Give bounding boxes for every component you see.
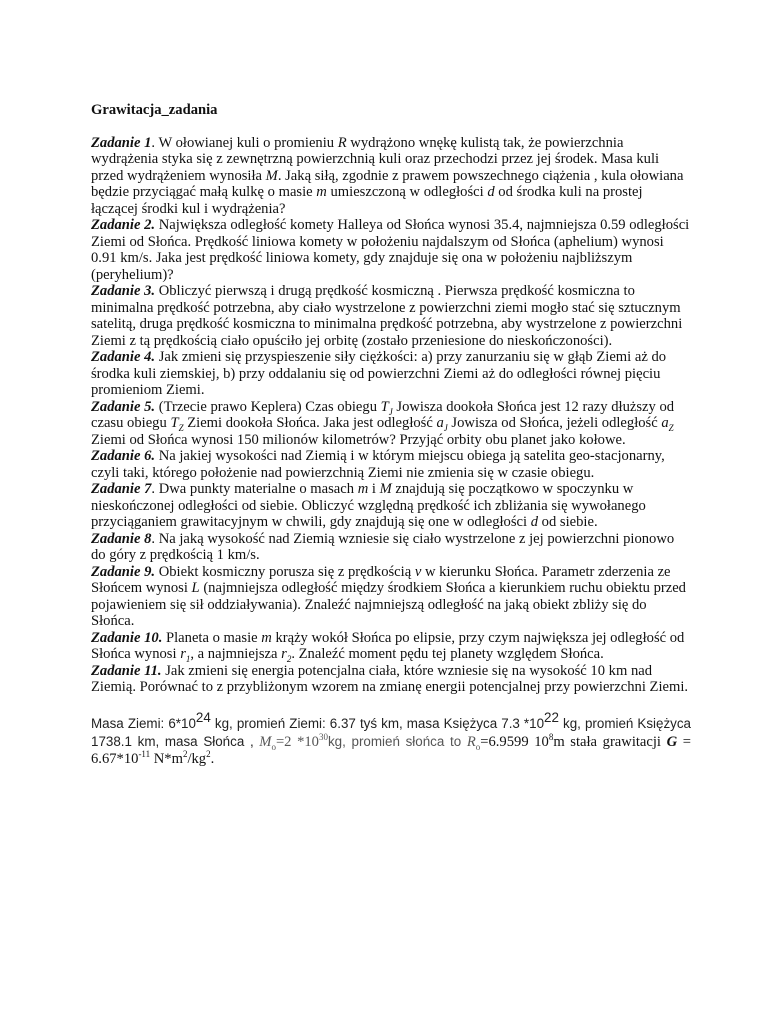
constants-text: N*m (150, 750, 183, 767)
subscript: 1 (185, 653, 191, 664)
task-label: Zadanie 6. (91, 448, 156, 464)
symbol: m (357, 481, 369, 497)
task-text: . Na jaką wysokość nad Ziemią wzniesie się ciało wystrzelone z jej powierzchni pionowo do góry z prędkością 1 km/s. (91, 530, 675, 563)
task-text: wydrążono wnękę kulistą tak, że powierzchnia wydrążenia styka się z zewnętrzną powierzchnią kuli oraz przechodzi przez jej środek. Masa kuli przed wydrążeniem wynosiła (91, 134, 660, 184)
task-text: Planeta o masie (162, 629, 262, 646)
task-2 (91, 217, 691, 283)
constants-text: kg, promień Księżyca 1738.1 km, masa Słońca , (91, 715, 691, 749)
superscript: 8 (548, 731, 554, 742)
constants-text: Masa Ziemi: 6*10 (91, 715, 196, 731)
task-9 (91, 564, 691, 630)
task-text: umieszczoną w odległości (326, 184, 488, 200)
symbol: d (530, 514, 539, 530)
task-11 (91, 663, 691, 696)
symbol: T (170, 415, 179, 431)
task-text: krąży wokół Słońca po elipsie, przy czym największa jej odległość od Słońca wynosi (91, 629, 685, 662)
task-label: Zadanie 1 (91, 134, 152, 151)
task-10 (91, 630, 691, 663)
task-text: . Znaleźć moment pędu tej planety względem Słońca. (291, 646, 604, 662)
symbol: M (379, 481, 392, 497)
task-text: Jowisza dookoła Słońca jest 12 razy dłuższy od czasu obiegu (91, 398, 675, 431)
task-text: Obiekt kosmiczny porusza się z prędkością (155, 563, 415, 580)
constants-text: kg, promień słońca to (327, 733, 467, 749)
task-text: w kierunku Słońca. Parametr zderzenia ze Słońcem wynosi (91, 563, 671, 596)
task-text: Jowisza od Słońca, jeżeli odległość (447, 415, 662, 431)
superscript: -11 (138, 748, 151, 759)
symbol: T (380, 398, 389, 415)
document-title: Grawitacja_zadania (91, 102, 218, 118)
symbol: a (436, 415, 444, 431)
subscript: o (475, 741, 481, 752)
symbol: a (661, 415, 669, 431)
constants-text: =2 *10 (275, 733, 319, 750)
symbol: m (316, 184, 327, 200)
symbol: r (180, 646, 186, 662)
symbol: M (253, 733, 272, 750)
constants-paragraph (91, 709, 691, 768)
task-label: Zadanie 8 (91, 530, 152, 547)
symbol: R (337, 134, 347, 151)
task-text: . W ołowianej kuli o promieniu (151, 134, 338, 151)
task-text: Obliczyć pierwszą i drugą prędkość kosmiczną . Pierwsza prędkość kosmiczna to minimalna prędkość potrzebna, aby ciało wystrzelone z powierzchni ziemi mogło stać się sztucznym satelitą, druga prędkość kosmiczna to minimalna prędkość potrzebna, aby wystrzelone z powierzchni Ziemi z tą prędkością ciało opuściło jej orbitę (zostało przeniesione do nieskończoności). (91, 283, 683, 349)
task-text: . Jaką siłą, zgodnie z prawem powszechnego ciążenia , kula ołowiana będzie przyciągać małą kulkę o masie (91, 167, 684, 200)
task-text: (najmniejsza odległość między środkiem Słońca a kierunkiem ruchu obiektu przed pojawieniem się sił oddziaływania). Znaleźć najmniejszą odległość na jaką obiekt zbliży się do Słońca. (91, 580, 686, 629)
symbol: d (487, 184, 495, 200)
superscript: 2 (206, 748, 211, 759)
task-text: znajdują się początkowo w spoczynku w nieskończonej odległości od siebie. Obliczyć względną prędkość ich zbliżania się wywołanego przyciąganiem grawitacyjnym w chwili, gdy znajdują się one w odległości (91, 481, 646, 530)
superscript: 24 (195, 709, 211, 725)
symbol: r (281, 646, 287, 662)
superscript: 2 (182, 748, 188, 759)
symbol: R (466, 733, 476, 750)
constants-text: m stała grawitacji (553, 733, 667, 750)
subscript: o (271, 741, 276, 752)
task-text: od siebie. (538, 514, 598, 530)
superscript: 22 (544, 709, 559, 725)
subscript: Z (668, 422, 674, 433)
task-label: Zadanie 2. (91, 217, 156, 233)
task-1 (91, 135, 691, 218)
task-4 (91, 349, 691, 399)
subscript: J (388, 406, 393, 417)
task-label: Zadanie 3. (91, 283, 156, 299)
task-label: Zadanie 7 (91, 481, 152, 497)
task-3 (91, 283, 691, 349)
symbol: L (191, 580, 200, 596)
task-text: Na jakiej wysokości nad Ziemią i w którym miejscu obiega ją satelita geo-stacjonarny, czyli taki, którego położenie nad powierzchnią Ziemi nie zmienia się w czasie obiegu. (91, 448, 665, 481)
task-text: Jak zmieni się energia potencjalna ciała, które wzniesie się na wysokość 10 km nad Ziemią. Porównać to z przybliżonym wzorem na zmianę energii potencjalnej przy powierzchni Ziemi. (91, 662, 689, 695)
document-body (91, 102, 691, 782)
constants-text: /kg (187, 750, 207, 767)
task-7 (91, 481, 691, 531)
task-text: i (368, 481, 380, 497)
subscript: Z (178, 422, 184, 433)
task-label: Zadanie 9. (91, 563, 156, 580)
constants-text: =6.9599 10 (480, 733, 549, 750)
task-text: Ziemi od Słońca wynosi 150 milionów kilometrów? Przyjąć orbity obu planet jako kołowe. (91, 431, 626, 448)
task-text: Jak zmieni się przyspieszenie siły ciężkości: a) przy zanurzaniu się w głąb Ziemi aż do środka kuli ziemskiej, b) przy oddalaniu się od powierzchni Ziemi aż do odległości równej pięciu promieniom Ziemi. (91, 349, 667, 398)
task-label: Zadanie 4. (91, 349, 156, 365)
task-text: Ziemi dookoła Słońca. Jaka jest odległość (183, 415, 437, 431)
symbol: m (261, 629, 272, 646)
task-text: . Dwa punkty materialne o masach (151, 481, 358, 497)
task-text: od środka kuli na prostej łączącej środki kul i wydrążenia? (91, 184, 643, 217)
constants-text: kg, promień Ziemi: 6.37 tyś km, masa Księżyca 7.3 *10 (210, 715, 545, 731)
subscript: 2 (286, 653, 292, 664)
symbol: G (666, 733, 678, 750)
task-5 (91, 399, 691, 449)
task-label: Zadanie 11. (91, 662, 162, 679)
constants-text: = 6.67*10 (91, 733, 691, 767)
task-label: Zadanie 5. (91, 398, 156, 415)
subscript: J (443, 422, 448, 433)
task-6 (91, 448, 691, 481)
task-8 (91, 531, 691, 564)
task-text: (Trzecie prawo Keplera) Czas obiegu (155, 398, 381, 415)
symbol: M (265, 167, 278, 184)
symbol: v (414, 563, 422, 580)
task-label: Zadanie 10. (91, 629, 163, 646)
task-text: , a najmniejsza (190, 646, 282, 662)
task-text: Największa odległość komety Halleya od Słońca wynosi 35.4, najmniejsza 0.59 odległości Ziemi od Słońca. Prędkość liniowa komety w położeniu najdalszym od Słońca (aphelium) wynosi 0.91 km/s. Jaka jest prędkość liniowa komety, gdy znajduje się ona w położeniu najbliższym (peryhelium)? (91, 217, 690, 283)
superscript: 30 (318, 731, 328, 742)
constants-text: . (210, 750, 215, 767)
